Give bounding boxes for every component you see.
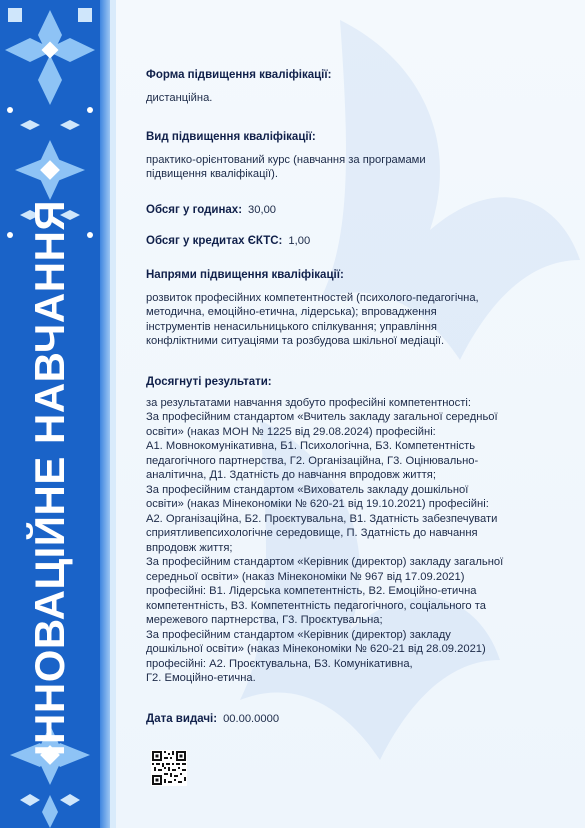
directions-line: інструментів ненасильницького спілкування; управління (146, 320, 437, 333)
results-line: середньої освіти» (наказ Мінекономіки № 967 від 17.09.2021) (146, 570, 465, 583)
results-line: А2. Організаційна, Б2. Проєктувальна, В1. Здатність забезпечувати (146, 512, 498, 525)
side-decor-band (0, 0, 100, 828)
hours-value: 30,00 (248, 204, 277, 216)
directions-line: методична, емоційно-етична, лідерська); впровадження (146, 306, 437, 318)
side-stripe-light (110, 0, 116, 828)
hours-section (146, 203, 566, 218)
results-line: професійні: А2. Проєктувальна, Б3. Комунікативна, (146, 657, 413, 670)
vertical-title: ІННОВАЦІЙНЕ НАВЧАННЯ (26, 199, 73, 757)
results-line: аналітична, Д1. Здатність до навчання впродовж життя; (146, 469, 436, 481)
results-line: освіти» (наказ МОН № 1225 від 29.08.2024) професійні: (146, 425, 436, 438)
results-line: компетентність, В3. Компетентність педагогічного, соціального та (146, 599, 486, 612)
results-line: мережевого партнерства, Г3. Проєктувальна; (146, 614, 383, 626)
results-line: професійні: В1. Лідерська компетентність, В2. Емоційно-етична (146, 585, 477, 597)
results-line: впродовж життя; (146, 541, 233, 554)
directions-section (146, 268, 566, 349)
directions-label: Напрями підвищення кваліфікації: (146, 269, 344, 281)
form-section (146, 68, 566, 105)
results-line: за результатами навчання здобуто професійні компетентності: (146, 396, 471, 409)
type-value-line-1: практико-орієнтований курс (навчання за програмами (146, 153, 426, 166)
results-line: За професійним стандартом «Керівник (директор) закладу загальної (146, 556, 504, 568)
credits-section (146, 234, 566, 249)
type-value-line-2: підвищення кваліфікації). (146, 168, 278, 180)
results-label: Досягнуті результати: (146, 376, 272, 388)
hours-label: Обсяг у годинах: (146, 204, 243, 216)
results-line: Г2. Емоційно-етична. (146, 672, 256, 684)
results-line: дошкільної освіти» (наказ Мінекономіки № 620-21 від 28.09.2021) (146, 643, 486, 655)
results-line: За професійним стандартом «Керівник (директор) закладу (146, 628, 451, 641)
qr-code-icon (151, 750, 187, 786)
type-section (146, 130, 566, 182)
results-line: За професійним стандартом «Вихователь закладу дошкільної (146, 483, 469, 496)
credits-value: 1,00 (288, 235, 311, 247)
results-line: За професійним стандартом «Вчитель закладу загальної середньої (146, 411, 498, 423)
directions-line: розвиток професійних компетентностей (психолого-педагогічна, (146, 291, 479, 304)
results-line: сприятливепсихологічне середовище, П. Здатність до навчання (146, 527, 478, 539)
results-line: педагогічного партнерства, Г2. Організаційна, Г3. Оцінювально- (146, 454, 479, 467)
form-value: дистанційна. (146, 91, 213, 104)
results-line: освіти» (наказ Мінекономіки № 620-21 від 19.10.2021) професійні: (146, 498, 489, 510)
issue-date-value: 00.00.0000 (223, 713, 280, 725)
side-stripe (100, 0, 110, 828)
results-line: А1. Мовнокомунікативна, Б1. Психологічна, Б3. Компетентність (146, 440, 476, 452)
results-section (146, 375, 566, 686)
form-label: Форма підвищення кваліфікації: (146, 69, 332, 81)
type-label: Вид підвищення кваліфікації: (146, 131, 316, 143)
credits-label: Обсяг у кредитах ЄКТС: (146, 235, 283, 247)
directions-line: конфліктними ситуаціями та розбудова шкільної медіації. (146, 335, 445, 347)
issue-date-section (146, 712, 566, 727)
issue-date-label: Дата видачі: (146, 713, 218, 725)
